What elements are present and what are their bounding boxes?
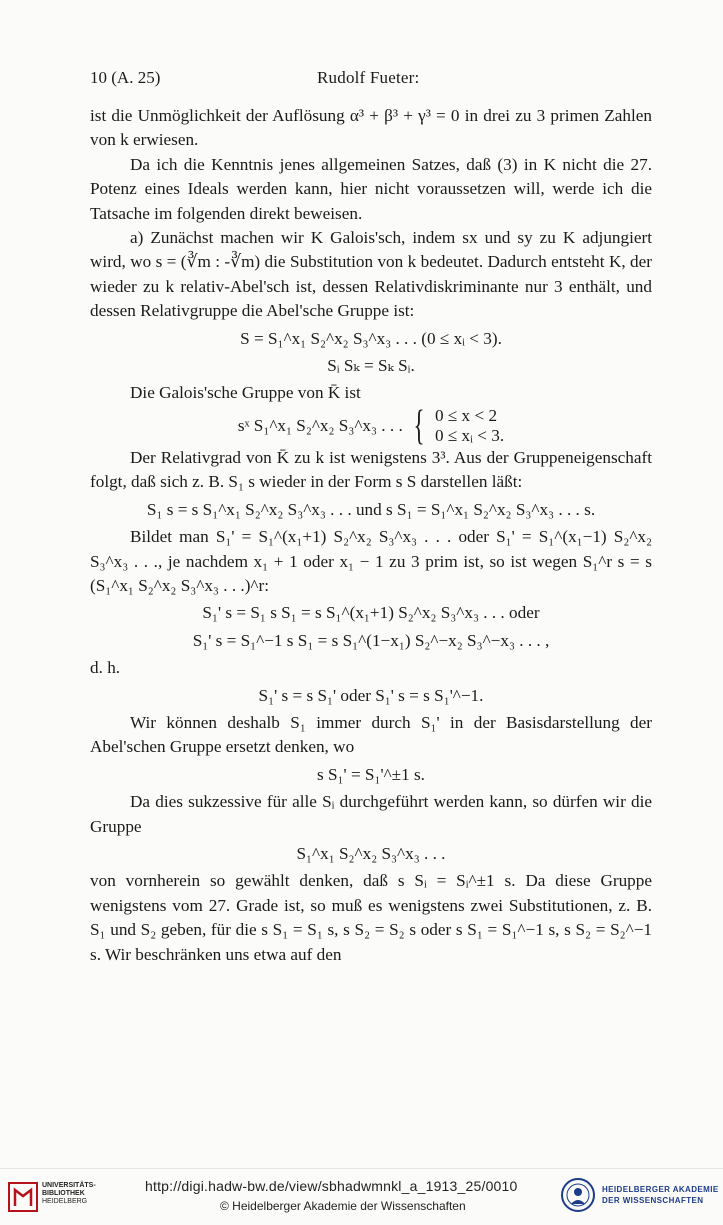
main-text [90, 104, 652, 967]
condition-xi: 0 ≤ xᵢ < 3. [434, 425, 505, 445]
page-reference: 10 (A. 25) [90, 68, 161, 87]
formula-s1prime-a: S₁' s = S₁ s S₁ = s S₁^(x₁+1) S₂^x₂ S₃^x₃ . . . oder [202, 603, 540, 623]
paragraph-3: a) Zunächst machen wir K Galois'sch, indem sx und sy zu K adjungiert wird, wo s = (∛m : -∛m) die Substitution von k bedeutet. Dadurch entsteht K, der wieder zu k relativ-Abel'sch ist, dessen Relativdiskriminante nur 3 enthält, und dessen Relativgruppe die Abel'sche Gruppe ist: [90, 228, 652, 321]
ub-seal-icon [8, 1182, 38, 1212]
ub-heidelberg-logo[interactable] [8, 1182, 96, 1212]
ub-name: UNIVERSITÄTS- BIBLIOTHEK HEIDELBERG [42, 1182, 96, 1205]
academy-seal-icon [560, 1177, 596, 1213]
left-brace-icon: { [413, 402, 425, 449]
formula-basis: s S₁' = S₁'^±1 s. [317, 764, 425, 784]
formula-group: S₁^x₁ S₂^x₂ S₃^x₃ . . . [296, 843, 446, 863]
dh-label: d. h. [90, 658, 121, 678]
haw-name: HEIDELBERGER AKADEMIE DER WISSENSCHAFTEN [602, 1185, 719, 1205]
condition-x: 0 ≤ x < 2 [434, 405, 498, 425]
formula-s1prime-c: S₁' s = s S₁' oder S₁' s = s S₁'^−1. [258, 685, 484, 705]
haw-logo[interactable] [560, 1177, 719, 1213]
running-title: Rudolf Fueter: [317, 68, 420, 87]
galois-group-expression: sˣ S₁^x₁ S₂^x₂ S₃^x₃ . . . [237, 415, 403, 435]
paragraph-7: Wir können deshalb S₁ immer durch S₁' in der Basisdarstellung der Abel'schen Gruppe ersetzt denken, wo [90, 712, 652, 757]
formula-s1prime-b: S₁' s = S₁^−1 s S₁ = s S₁^(1−x₁) S₂^−x₂ S₃^−x₃ . . . , [192, 630, 550, 650]
permalink-url[interactable]: http://digi.hadw-bw.de/view/sbhadwmnkl_a_1913_25/0010 [145, 1178, 518, 1194]
paragraph-4: Die Galois'sche Gruppe von K̄ ist [130, 383, 361, 403]
paragraph-9: von vornherein so gewählt denken, daß s Sᵢ = Sᵢ^±1 s. Da diese Gruppe wenigstens vom 27. Grade ist, so muß es wenigstens zwei Substitutionen, z. B. S₁ und S₂ geben, für die s S₁ = S₁ s, s S₂ = S₂ s oder s S₁ = S₁^−1 s, s S₂ = S₂^−1 s. Wir beschränken uns etwa auf den [90, 871, 652, 964]
galois-group-conditions [435, 406, 504, 446]
copyright-notice: © Heidelberger Akademie der Wissenschaften [220, 1199, 466, 1213]
paragraph-6: Bildet man S₁' = S₁^(x₁+1) S₂^x₂ S₃^x₃ . . . oder S₁' = S₁^(x₁−1) S₂^x₂ S₃^x₃ . . ., je nachdem x₁ + 1 oder x₁ − 1 zu 3 prim ist, so ist wegen S₁^r s = s (S₁^x₁ S₂^x₂ S₃^x₃ . . .)^r: [90, 527, 652, 595]
formula-commutation: Sᵢ Sₖ = Sₖ Sᵢ. [327, 356, 415, 376]
paragraph-8: Da dies sukzessive für alle Sᵢ durchgeführt werden kann, so dürfen wir die Gruppe [90, 792, 652, 836]
digitization-footer [0, 1168, 723, 1225]
paragraph-1: ist die Unmöglichkeit der Auflösung α³ + β³ + γ³ = 0 in drei zu 3 primen Zahlen von k erwiesen. [90, 106, 652, 150]
formula-abel-group: S = S₁^x₁ S₂^x₂ S₃^x₃ . . . (0 ≤ xᵢ < 3). [240, 328, 502, 348]
paragraph-5: Der Relativgrad von K̄ zu k ist wenigstens 3³. Aus der Gruppeneigenschaft folgt, daß sich z. B. S₁ s wieder in der Form s S darstellen läßt: [90, 447, 652, 492]
formula-galois-group [90, 402, 652, 449]
formula-s1-s: S₁ s = s S₁^x₁ S₂^x₂ S₃^x₃ . . . und s S₁ = S₁^x₁ S₂^x₂ S₃^x₃ . . . s. [146, 499, 596, 519]
running-header [90, 68, 651, 92]
paragraph-2: Da ich die Kenntnis jenes allgemeinen Satzes, daß (3) in K nicht die 27. Potenz eines Ideals werden kann, hier nicht voraussetzen will, werde ich die Tatsache im folgenden direkt beweisen. [90, 154, 652, 223]
